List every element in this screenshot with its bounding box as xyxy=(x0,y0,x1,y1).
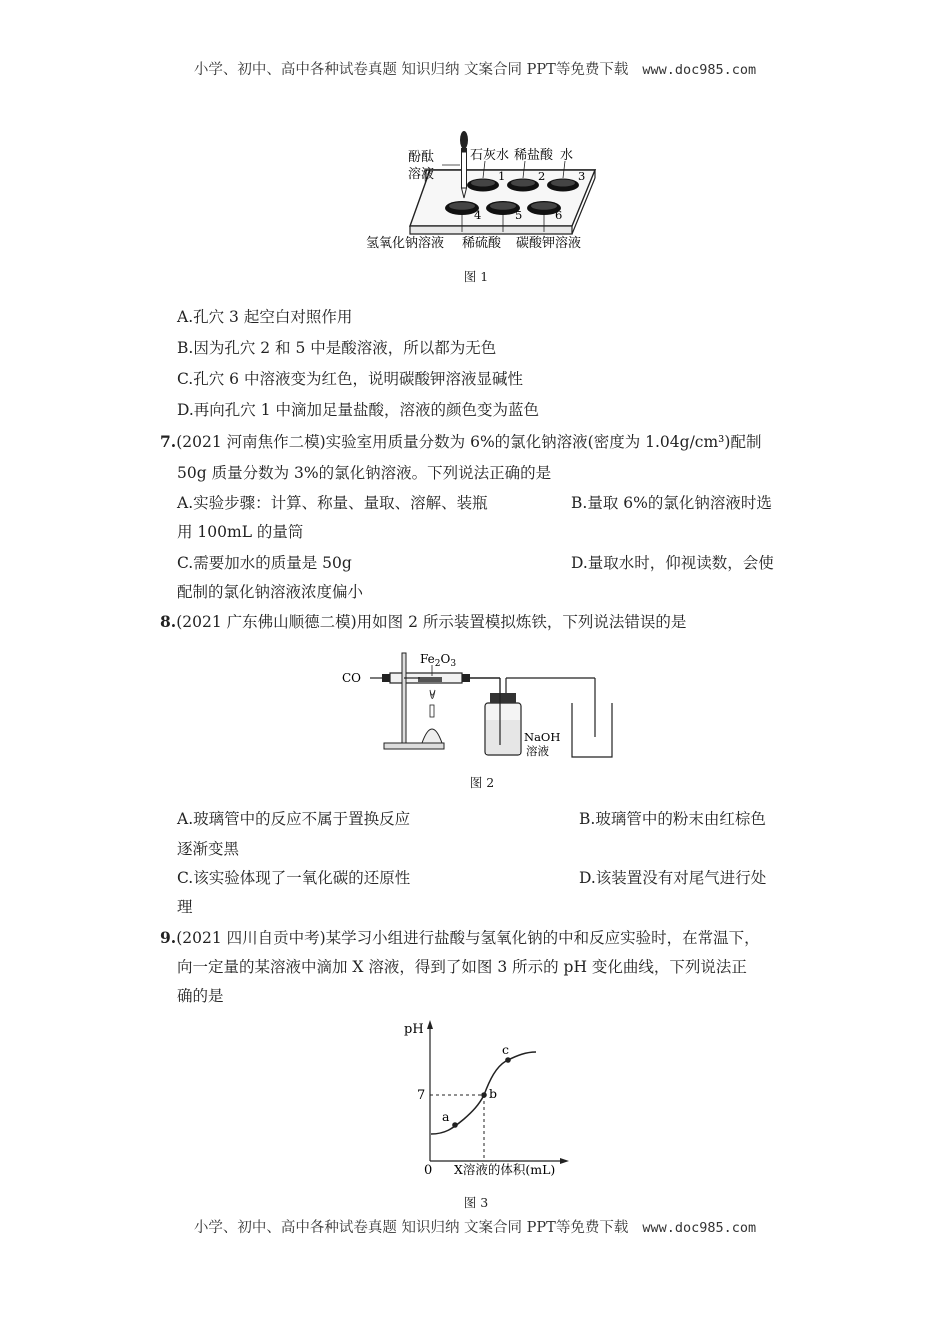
q8-option-d-cont: 理 xyxy=(177,898,193,916)
fig1-well-number-4: 4 xyxy=(474,208,482,222)
fig1-label-water: 水 xyxy=(560,148,574,163)
fig1-label-dilute-h2so4: 稀硫酸 xyxy=(462,236,502,251)
q8-option-c: C.该实验体现了一氧化碳的还原性 xyxy=(177,869,411,887)
q9-stem-text-1: (2021 四川自贡中考)某学习小组进行盐酸与氢氧化钠的中和反应实验时，在常温下， xyxy=(176,929,760,947)
q6-option-c: C.孔穴 6 中溶液变为红色，说明碳酸钾溶液显碱性 xyxy=(177,370,523,388)
page-header xyxy=(0,58,950,79)
fig1-well-number-2: 2 xyxy=(538,169,546,183)
q7-option-b-cont: 用 100mL 的量筒 xyxy=(177,523,304,541)
fig1-well-number-3: 3 xyxy=(578,169,586,183)
q9-stem-line-2: 向一定量的某溶液中滴加 X 溶液，得到了如图 3 所示的 pH 变化曲线，下列说法正 xyxy=(177,958,747,976)
fig1-label-limewater: 石灰水 xyxy=(470,148,510,163)
fig3-y7-label: 7 xyxy=(417,1088,426,1103)
fig1-label-dilute-hcl: 稀盐酸 xyxy=(514,148,554,163)
fig1-label-k2co3: 碳酸钾溶液 xyxy=(516,236,582,251)
q6-option-a: A.孔穴 3 起空白对照作用 xyxy=(177,308,353,326)
q7-option-b: B.量取 6%的氯化钠溶液时选 xyxy=(571,494,772,512)
figure-2-caption: 图 2 xyxy=(469,775,495,790)
fig2-label-naoh-2: 溶液 xyxy=(526,744,549,758)
header-url[interactable]: www.doc985.com xyxy=(642,62,757,78)
q6-option-d: D.再向孔穴 1 中滴加足量盐酸，溶液的颜色变为蓝色 xyxy=(177,401,540,419)
q7-option-a: A.实验步骤：计算、称量、量取、溶解、装瓶 xyxy=(177,494,488,512)
q7-number: 7. xyxy=(160,432,177,451)
fig1-label-phenol-1: 酚酞 xyxy=(408,150,435,165)
fig3-point-b-label: b xyxy=(489,1086,498,1101)
fig1-well-number-6: 6 xyxy=(555,208,563,222)
fig3-point-a-label: a xyxy=(442,1109,450,1124)
fig3-ylabel: pH xyxy=(404,1022,424,1037)
q8-stem-text-1: (2021 广东佛山顺德二模)用如图 2 所示装置模拟炼铁，下列说法错误的是 xyxy=(176,613,687,631)
q9-stem-line-3: 确的是 xyxy=(177,987,224,1005)
figure-2-iron-smelting-apparatus xyxy=(340,645,620,765)
header-text: 小学、初中、高中各种试卷真题 知识归纳 文案合同 PPT等免费下载 xyxy=(193,62,629,78)
fig1-label-phenol-2: 溶液 xyxy=(408,167,435,182)
footer-url[interactable]: www.doc985.com xyxy=(642,1220,757,1236)
footer-text: 小学、初中、高中各种试卷真题 知识归纳 文案合同 PPT等免费下载 xyxy=(193,1220,629,1236)
fig3-xlabel: X溶液的体积(mL) xyxy=(454,1162,556,1177)
q7-option-d-cont: 配制的氯化钠溶液浓度偏小 xyxy=(177,583,364,601)
q8-option-a: A.玻璃管中的反应不属于置换反应 xyxy=(177,810,411,828)
q7-stem-line-2: 50g 质量分数为 3%的氯化钠溶液。下列说法正确的是 xyxy=(177,464,552,482)
q8-option-b: B.玻璃管中的粉末由红棕色 xyxy=(579,810,766,828)
q8-number: 8. xyxy=(160,612,177,631)
q7-stem-line-1 xyxy=(160,430,761,452)
figure-1-well-plate xyxy=(350,128,610,256)
figure-1-caption: 图 1 xyxy=(463,269,489,284)
q8-stem-line-1 xyxy=(160,610,686,632)
q9-stem-line-1 xyxy=(160,926,760,948)
fig1-label-naoh: 氢氧化钠溶液 xyxy=(366,236,445,251)
q8-option-b-cont: 逐渐变黑 xyxy=(177,840,240,858)
fig2-label-naoh-1: NaOH xyxy=(524,730,561,744)
figure-3-ph-curve xyxy=(400,1015,580,1177)
q7-option-d: D.量取水时，仰视读数，会使 xyxy=(571,554,774,572)
q6-option-b: B.因为孔穴 2 和 5 中是酸溶液，所以都为无色 xyxy=(177,339,497,357)
fig1-well-number-1: 1 xyxy=(498,169,506,183)
q7-option-c: C.需要加水的质量是 50g xyxy=(177,554,352,572)
fig3-origin-label: 0 xyxy=(424,1163,433,1177)
fig3-point-c-label: c xyxy=(502,1042,510,1057)
figure-3-caption: 图 3 xyxy=(463,1195,489,1210)
q7-stem-text-1: (2021 河南焦作二模)实验室用质量分数为 6%的氯化钠溶液(密度为 1.04g/cm³)配制 xyxy=(176,433,762,451)
page-footer xyxy=(0,1216,950,1237)
fig2-label-fe2o3: $Fe_2O_3$ xyxy=(420,652,457,669)
fig1-well-number-5: 5 xyxy=(515,208,523,222)
q8-option-d: D.该装置没有对尾气进行处 xyxy=(579,869,767,887)
fig2-label-co: CO xyxy=(342,671,362,685)
q9-number: 9. xyxy=(160,928,177,947)
